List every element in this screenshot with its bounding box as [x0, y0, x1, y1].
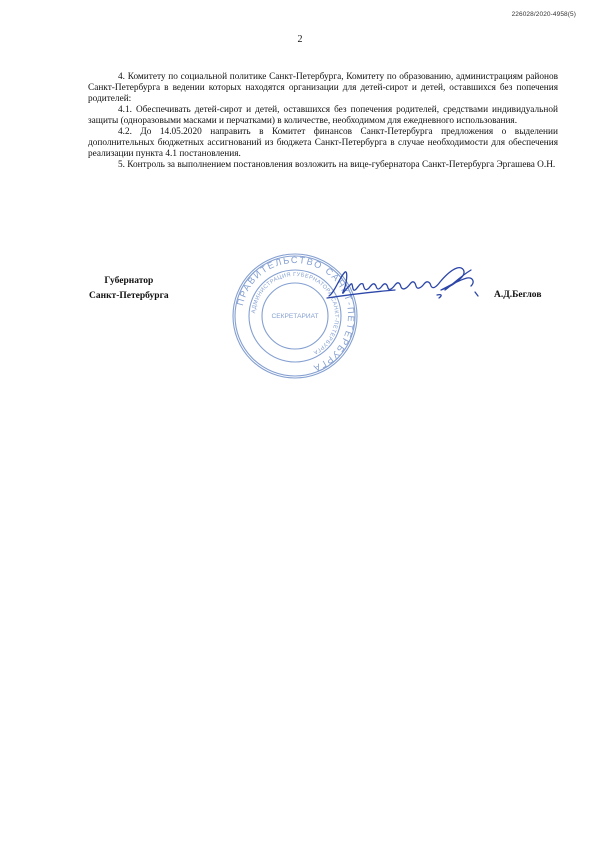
signature-strokes [327, 268, 478, 298]
stamp-inner-textpath: АДМИНИСТРАЦИЯ ГУБЕРНАТОРА САНКТ-ПЕТЕРБУРГА [251, 271, 340, 356]
paragraph-4-2: 4.2. До 14.05.2020 направить в Комитет финансов Санкт-Петербурга предложения о выделении дополнительных бюджетных ассигнований из бюджета Санкт-Петербурга в случае необходимости для обеспечения реализации пункта 4.1 постановления. [88, 127, 558, 159]
paragraph-4-1: 4.1. Обеспечивать детей-сирот и детей, оставшихся без попечения родителей, средствами индивидуальной защиты (одноразовыми масками и перчатками) в количестве, необходимом для ежедневного использования. [88, 105, 558, 126]
paragraph-5: 5. Контроль за выполнением постановления возложить на вице-губернатора Санкт-Петербурга Эргашева О.Н. [118, 160, 556, 170]
signatory-name: А.Д.Беглов [494, 290, 542, 300]
signatory-title-line1: Губернатор [104, 276, 154, 286]
document-registration-number: 226028/2020-4958(5) [511, 11, 576, 18]
handwritten-signature [325, 262, 497, 310]
stamp-outer-textpath: ПРАВИТЕЛЬСТВО САНКТ-ПЕТЕРБУРГА [235, 254, 357, 374]
signatory-title-line2: Санкт-Петербурга [89, 291, 169, 301]
signatory-title [89, 274, 169, 304]
page-number: 2 [297, 34, 303, 45]
paragraph-4: 4. Комитету по социальной политике Санкт-Петербурга, Комитету по образованию, администрациям районов Санкт-Петербурга в ведении которых находятся организации для детей-сирот и детей, оставшихся без попечения родителей: [88, 72, 558, 104]
stamp-center-text: СЕКРЕТАРИАТ [271, 313, 319, 320]
